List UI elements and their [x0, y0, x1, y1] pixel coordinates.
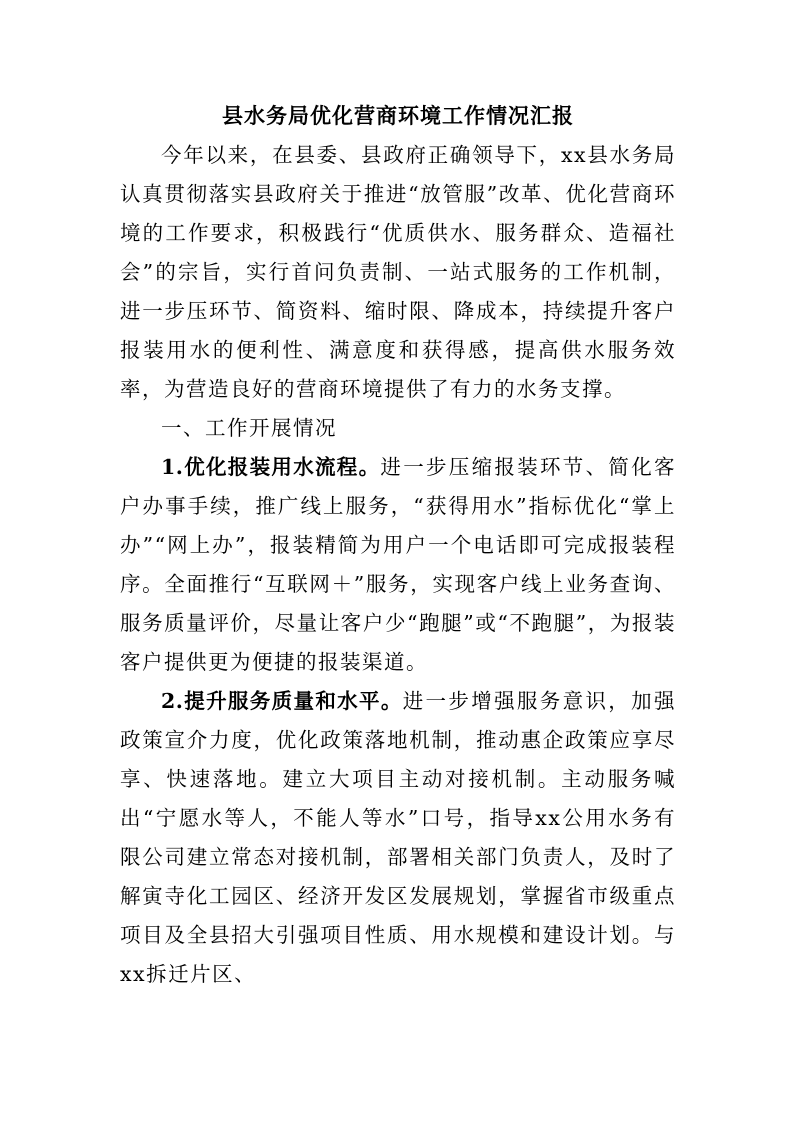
- document-page: [120, 96, 676, 994]
- item-2-heading: 2.提升服务质量和水平。: [161, 689, 403, 713]
- document-title: 县水务局优化营商环境工作情况汇报: [222, 103, 574, 128]
- section-heading: 一、工作开展情况: [161, 416, 337, 440]
- item-1-paragraph: [120, 448, 676, 682]
- item-2-paragraph: [120, 682, 676, 994]
- item-1-body: 进一步压缩报装环节、简化客户办事手续，推广线上服务，“获得用水”指标优化“掌上办”“网上办”，报装精简为用户一个电话即可完成报装程序。全面推行“互联网＋”服务，实现客户线上业务查询、服务质量评价，尽量让客户少“跑腿”或“不跑腿”，为报装客户提供更为便捷的报装渠道。: [120, 455, 677, 674]
- item-2-body: 进一步增强服务意识，加强政策宣介力度，优化政策落地机制，推动惠企政策应享尽享、快速落地。建立大项目主动对接机制。主动服务喊出“宁愿水等人，不能人等水”口号，指导xx公用水务有限公司建立常态对接机制，部署相关部门负责人，及时了解寅寺化工园区、经济开发区发展规划，掌握省市级重点项目及全县招大引强项目性质、用水规模和建设计划。与xx拆迁片区、: [120, 689, 676, 986]
- intro-paragraph: 今年以来，在县委、县政府正确领导下，xx县水务局认真贯彻落实县政府关于推进“放管服”改革、优化营商环境的工作要求，积极践行“优质供水、服务群众、造福社会”的宗旨，实行首问负责制、一站式服务的工作机制，进一步压环节、简资料、缩时限、降成本，持续提升客户报装用水的便利性、满意度和获得感，提高供水服务效率，为营造良好的营商环境提供了有力的水务支撑。: [120, 143, 676, 401]
- item-1-heading: 1.优化报装用水流程。: [161, 455, 381, 479]
